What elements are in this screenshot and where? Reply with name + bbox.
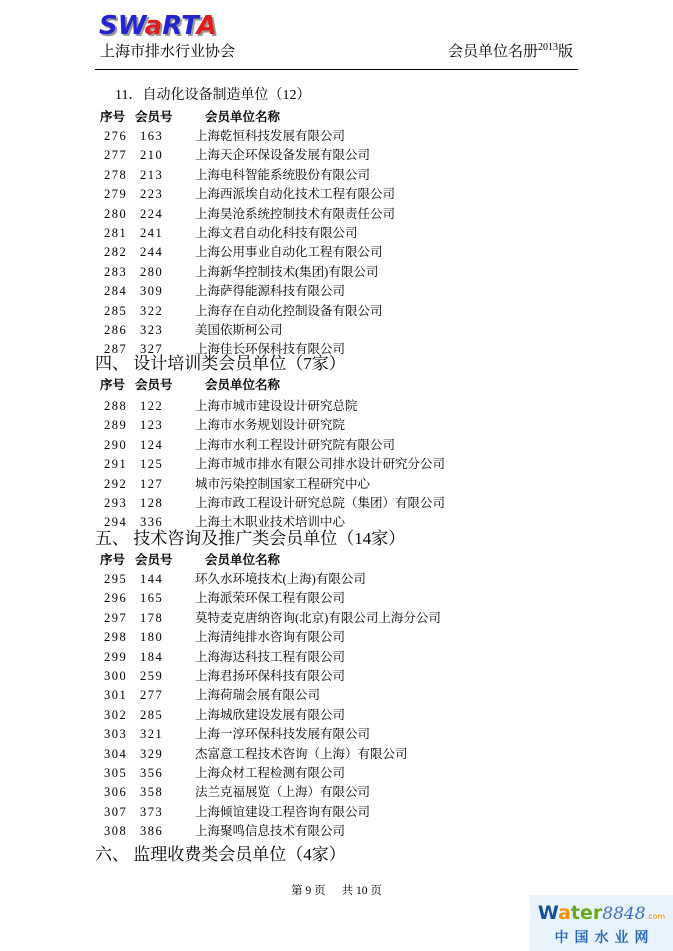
row-seq: 305 (104, 765, 128, 780)
row-seq: 306 (104, 785, 128, 800)
row-member-no: 144 (140, 572, 164, 586)
row-company-name: 上海一淳环保科技发展有限公司 (195, 727, 371, 742)
row-company-name: 上海文君自动化科技有限公司 (195, 225, 358, 240)
water8848-cn-name: 中国水业网 (554, 930, 655, 946)
table-row (95, 494, 578, 513)
section (95, 84, 578, 360)
row-seq: 283 (104, 264, 128, 279)
table-row (95, 725, 578, 744)
table-row (95, 686, 578, 705)
row-member-no: 210 (140, 148, 164, 163)
logo-letter: R (162, 11, 182, 41)
row-seq: 278 (104, 167, 128, 182)
row-company-name: 上海市城市排水有限公司排水设计研究分公司 (195, 457, 446, 472)
member-no-column-header: 会员号 (135, 553, 173, 567)
page-number: 第 9 页 (291, 885, 326, 897)
section (95, 527, 578, 841)
table-row (95, 205, 578, 224)
water8848-wordmark (530, 902, 673, 928)
member-list (95, 0, 578, 951)
row-member-no: 184 (140, 649, 164, 664)
row-member-no: 241 (140, 225, 164, 240)
table-header (95, 377, 578, 397)
member-no-column-header: 会员号 (135, 110, 173, 124)
row-company-name: 上海市政工程设计研究总院（集团）有限公司 (195, 495, 446, 510)
table-row (95, 455, 578, 474)
table-row (95, 224, 578, 243)
row-member-no: 163 (140, 129, 164, 143)
row-seq: 285 (104, 303, 128, 318)
row-seq: 289 (104, 418, 128, 433)
table-row (95, 706, 578, 725)
row-seq: 287 (104, 342, 128, 357)
section-heading: 五、 技术咨询及推广类会员单位（14家） (95, 529, 406, 548)
row-seq: 280 (104, 206, 128, 221)
section-heading: 四、 设计培训类会员单位（7家） (95, 354, 346, 373)
row-company-name: 上海市水利工程设计研究院有限公司 (195, 437, 396, 452)
row-company-name: 上海天企环保设备发展有限公司 (195, 148, 371, 163)
table-header (95, 109, 578, 127)
row-company-name: 上海公用事业自动化工程有限公司 (195, 245, 383, 260)
row-company-name: 杰富意工程技术咨询（上海）有限公司 (195, 746, 408, 761)
table-row (95, 628, 578, 647)
water8848-tld: .com (645, 912, 666, 921)
table-row (95, 185, 578, 204)
row-member-no: 280 (140, 264, 164, 279)
row-seq: 282 (104, 245, 128, 260)
row-member-no: 125 (140, 457, 164, 472)
table-row (95, 436, 578, 455)
table-row (95, 570, 578, 589)
table-row (95, 146, 578, 165)
section-heading: 六、 监理收费类会员单位（4家） (95, 845, 346, 864)
row-seq: 295 (104, 572, 128, 586)
table-row (95, 589, 578, 608)
row-company-name: 上海存在自动化控制设备有限公司 (195, 303, 383, 318)
row-seq: 302 (104, 707, 128, 722)
water8848-letter-group: W (537, 902, 559, 924)
organization-name: 上海市排水行业协会 (100, 44, 236, 60)
page-total: 共 10 页 (341, 885, 382, 897)
row-member-no: 178 (140, 610, 164, 625)
row-company-name: 上海派荣环保工程有限公司 (195, 591, 346, 606)
row-member-no: 356 (140, 765, 164, 780)
row-company-name: 上海聚鸣信息技术有限公司 (195, 824, 346, 839)
row-seq: 294 (104, 515, 128, 530)
row-member-no: 322 (140, 303, 164, 318)
section (95, 352, 578, 533)
row-seq: 288 (104, 399, 128, 413)
roster-title-text: 会员单位名册 (447, 44, 538, 60)
water8848-logo[interactable] (530, 895, 673, 951)
table-row (95, 397, 578, 416)
row-member-no: 180 (140, 630, 164, 645)
row-seq: 298 (104, 630, 128, 645)
row-member-no: 128 (140, 495, 164, 510)
row-member-no: 124 (140, 437, 164, 452)
row-seq: 284 (104, 284, 128, 299)
logo-letter: A (196, 11, 217, 41)
table-row (95, 764, 578, 783)
row-company-name: 上海众材工程检测有限公司 (195, 765, 346, 780)
logo-letter: W (117, 11, 145, 41)
row-company-name: 美国依斯柯公司 (195, 322, 283, 337)
table-header (95, 552, 578, 570)
table-row (95, 475, 578, 494)
row-seq: 301 (104, 688, 128, 703)
row-member-no: 373 (140, 804, 164, 819)
row-member-no: 123 (140, 418, 164, 433)
row-seq: 296 (104, 591, 128, 606)
row-member-no: 309 (140, 284, 164, 299)
table-row (95, 243, 578, 262)
row-seq: 303 (104, 727, 128, 742)
row-seq: 277 (104, 148, 128, 163)
table-row (95, 263, 578, 282)
section-heading: 11．自动化设备制造单位（12） (115, 88, 311, 103)
table-row (95, 667, 578, 686)
row-seq: 299 (104, 649, 128, 664)
row-seq: 291 (104, 457, 128, 472)
water8848-brand-word (538, 902, 602, 924)
seq-column-header: 序号 (100, 553, 126, 567)
row-seq: 276 (104, 129, 128, 143)
row-seq: 307 (104, 804, 128, 819)
seq-column-header: 序号 (100, 110, 126, 124)
logo-letter: T (181, 11, 197, 41)
table-row (95, 282, 578, 301)
row-seq: 281 (104, 225, 128, 240)
row-company-name: 上海市水务规划设计研究院 (195, 418, 346, 433)
table-row (95, 822, 578, 841)
row-member-no: 122 (140, 399, 164, 413)
row-company-name: 上海西派埃自动化技术工程有限公司 (195, 187, 396, 202)
row-company-name: 上海乾恒科技发展有限公司 (195, 129, 346, 143)
section (95, 843, 578, 868)
row-seq: 293 (104, 495, 128, 510)
roster-year: 2013 (537, 42, 558, 53)
row-member-no: 259 (140, 668, 164, 683)
row-company-name: 上海萨得能源科技有限公司 (195, 284, 346, 299)
row-seq: 297 (104, 610, 128, 625)
row-company-name: 莫特麦克唐纳咨询(北京)有限公司上海分公司 (195, 610, 441, 625)
roster-edition: 版 (557, 44, 573, 60)
table-row (95, 302, 578, 321)
row-company-name: 上海荷瑞会展有限公司 (195, 688, 321, 703)
water8848-letter-group: ter (570, 902, 603, 924)
row-member-no: 329 (140, 746, 164, 761)
row-member-no: 327 (140, 342, 164, 357)
row-member-no: 358 (140, 785, 164, 800)
row-member-no: 285 (140, 707, 164, 722)
row-company-name: 上海新华控制技术(集团)有限公司 (195, 264, 379, 279)
row-seq: 290 (104, 437, 128, 452)
row-company-name: 上海市城市建设设计研究总院 (195, 399, 358, 413)
table-row (95, 127, 578, 146)
table-row (95, 166, 578, 185)
table-row (95, 783, 578, 802)
row-seq: 304 (104, 746, 128, 761)
water8848-number: 8848 (602, 904, 646, 924)
name-column-header: 会员单位名称 (205, 378, 281, 392)
row-seq: 286 (104, 322, 128, 337)
row-company-name: 上海海达科技工程有限公司 (195, 649, 346, 664)
table-row (95, 648, 578, 667)
row-company-name: 上海君扬环保科技有限公司 (195, 668, 346, 683)
row-member-no: 223 (140, 187, 164, 202)
row-seq: 279 (104, 187, 128, 202)
table-row (95, 745, 578, 764)
row-member-no: 213 (140, 167, 164, 182)
row-company-name: 环久水环境技术(上海)有限公司 (195, 572, 366, 586)
row-company-name: 上海土木职业技术培训中心 (195, 515, 346, 530)
logo-letter: S (99, 11, 118, 41)
name-column-header: 会员单位名称 (205, 110, 281, 124)
row-company-name: 上海城欣建设发展有限公司 (195, 707, 346, 722)
logo-letter: a (144, 11, 163, 41)
row-member-no: 321 (140, 727, 164, 742)
row-member-no: 277 (140, 688, 164, 703)
row-member-no: 323 (140, 322, 164, 337)
table-row (95, 321, 578, 340)
row-member-no: 336 (140, 515, 164, 530)
member-no-column-header: 会员号 (135, 378, 173, 392)
row-company-name: 上海倾谊建设工程咨询有限公司 (195, 804, 371, 819)
row-seq: 308 (104, 824, 128, 839)
row-company-name: 上海昊沧系统控制技术有限责任公司 (195, 206, 396, 221)
name-column-header: 会员单位名称 (205, 553, 281, 567)
row-seq: 292 (104, 476, 128, 491)
water8848-letter-group: a (558, 902, 571, 924)
row-company-name: 城市污染控制国家工程研究中心 (195, 476, 371, 491)
seq-column-header: 序号 (100, 378, 126, 392)
table-row (95, 416, 578, 435)
row-member-no: 386 (140, 824, 164, 839)
row-company-name: 上海电科智能系统股份有限公司 (195, 167, 371, 182)
row-member-no: 165 (140, 591, 164, 606)
row-company-name: 法兰克福展览（上海）有限公司 (195, 785, 371, 800)
row-member-no: 224 (140, 206, 164, 221)
table-row (95, 609, 578, 628)
row-member-no: 127 (140, 476, 164, 491)
row-company-name: 上海清纯排水咨询有限公司 (195, 630, 346, 645)
table-row (95, 803, 578, 822)
row-member-no: 244 (140, 245, 164, 260)
row-seq: 300 (104, 668, 128, 683)
row-company-name: 上海佳长环保科技有限公司 (195, 342, 346, 357)
